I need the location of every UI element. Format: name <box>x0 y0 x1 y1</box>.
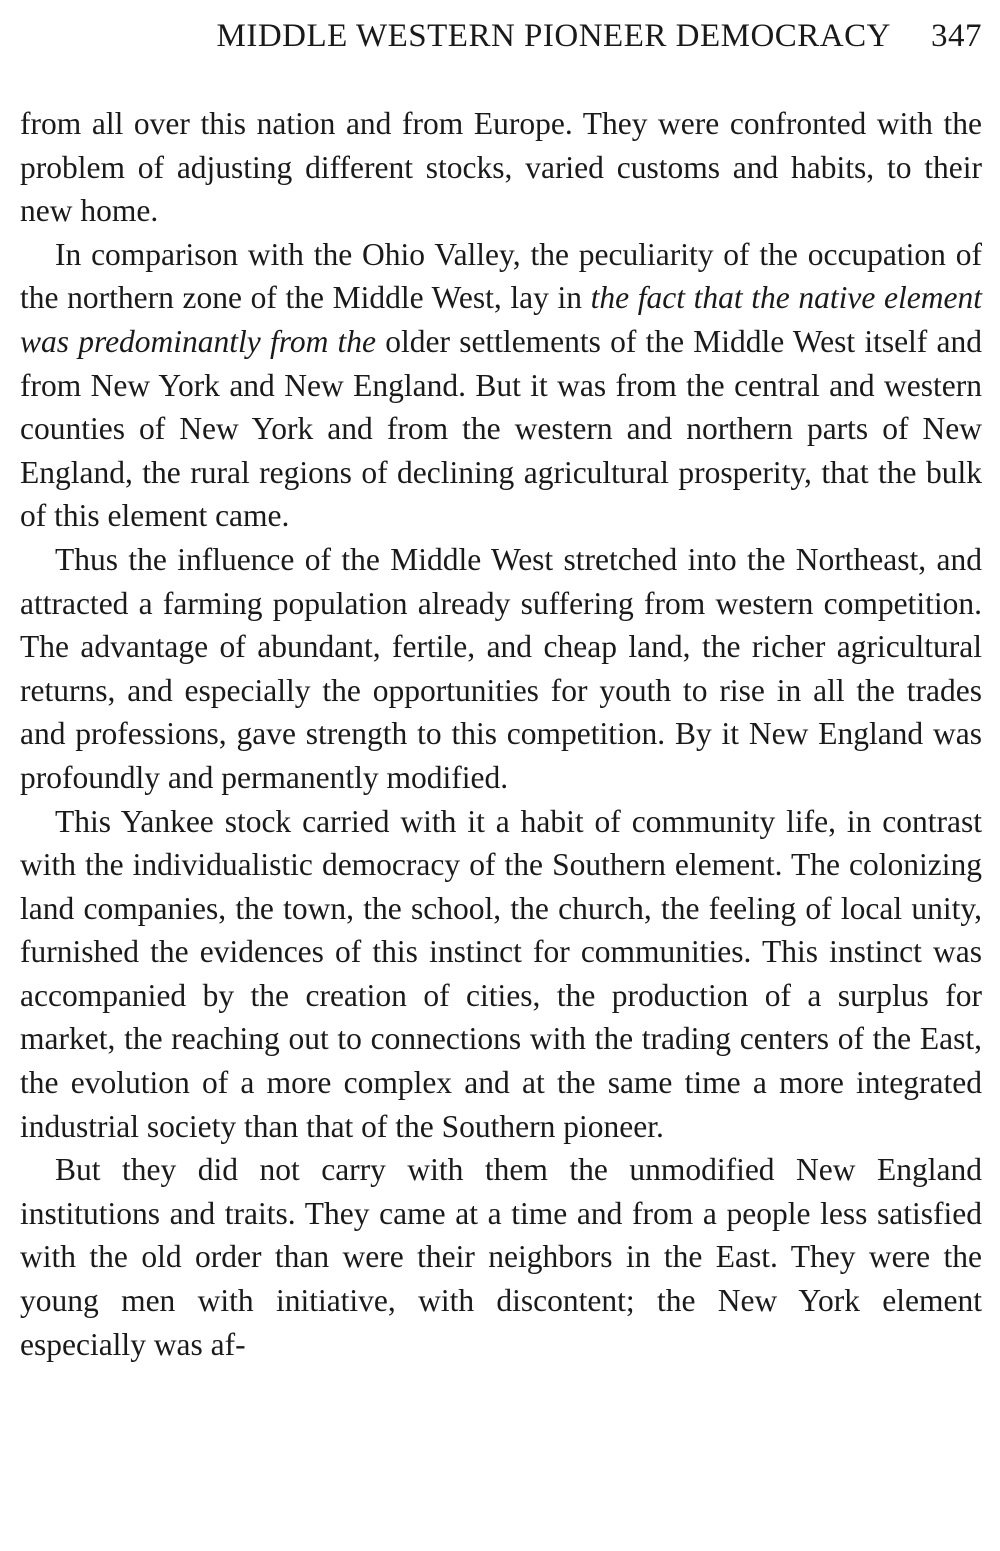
paragraph-continued: from all over this nation and from Europe. They were confronted with the problem of adjusting different stocks, varied customs and habits, to their new home. <box>20 106 982 229</box>
paragraph-northeast-influence: Thus the influence of the Middle West stretched into the Northeast, and attracted a farming population already suffering from western competition. The advantage of abundant, fertile, and cheap land, the richer agricultural returns, and especially the opportunities for youth to rise in all the trades and professions, gave strength to this competition. By it New England was profoundly and permanently modified. <box>20 541 982 795</box>
page-number: 347 <box>931 18 982 54</box>
paragraph-yankee-stock: This Yankee stock carried with it a habit of community life, in contrast with the individualistic democracy of the Southern element. The colonizing land companies, the town, the school, the church, the feeling of local unity, furnished the evidences of this instinct for communities. This instinct was accompanied by the creation of cities, the production of a surplus for market, the reaching out to connections with the trading centers of the East, the evolution of a more complex and at the same time a more integrated industrial society than that of the Southern pioneer. <box>20 803 982 1144</box>
body-text <box>20 102 982 1366</box>
italic-emphasis: the fact that the native element was predominantly from the <box>20 280 982 359</box>
book-page <box>20 10 982 1366</box>
paragraph-ohio-valley <box>20 233 982 538</box>
running-head: MIDDLE WESTERN PIONEER DEMOCRACY <box>216 18 891 54</box>
page-header <box>20 10 982 62</box>
paragraph-text-start: In comparison with the Ohio Valley, the peculiarity of the occupation of the northern zone of the Middle West, lay in <box>20 236 982 316</box>
paragraph-new-england-institutions: But they did not carry with them the unmodified New England institutions and traits. They came at a time and from a people less satisfied with the old order than were their neighbors in the East. They were the young men with initiative, with discontent; the New York element especially was af- <box>20 1152 982 1362</box>
paragraph-text-end: older settlements of the Middle West itself and from New York and New England. But it was from the central and western counties of New York and from the western and northern parts of New England, the rural regions of declining agricultural prosperity, that the bulk of this element came. <box>20 323 982 534</box>
